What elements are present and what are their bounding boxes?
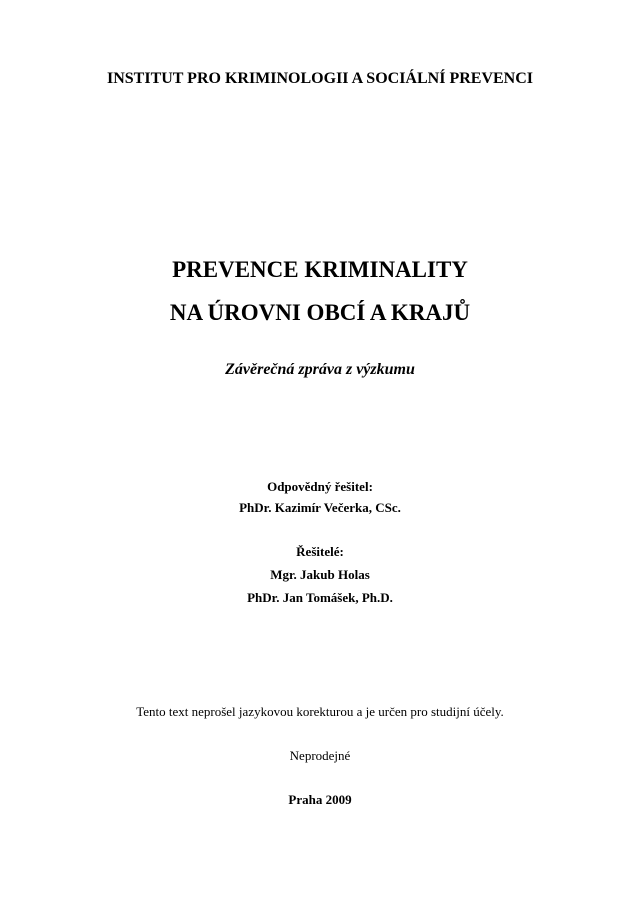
- researchers-label: Řešitelé:: [296, 544, 344, 559]
- responsible-researcher-name: PhDr. Kazimír Večerka, CSc.: [239, 500, 401, 515]
- sale-status: Neprodejné: [289, 748, 351, 763]
- researcher-name: PhDr. Jan Tomášek, Ph.D.: [247, 590, 393, 605]
- institute-name: INSTITUT PRO KRIMINOLOGII A SOCIÁLNÍ PREVENCI: [106, 70, 533, 87]
- place-and-year: Praha 2009: [288, 792, 352, 807]
- report-title-line-2: NA ÚROVNI OBCÍ A KRAJŮ: [169, 300, 471, 325]
- researcher-name: Mgr. Jakub Holas: [270, 567, 370, 582]
- report-subtitle: Závěrečná zpráva z výzkumu: [225, 361, 415, 378]
- responsible-researcher-label: Odpovědný řešitel:: [267, 479, 373, 494]
- proofreading-note: Tento text neprošel jazykovou korekturou a je určen pro studijní účely.: [136, 704, 504, 719]
- report-title-line-1: PREVENCE KRIMINALITY: [172, 257, 468, 282]
